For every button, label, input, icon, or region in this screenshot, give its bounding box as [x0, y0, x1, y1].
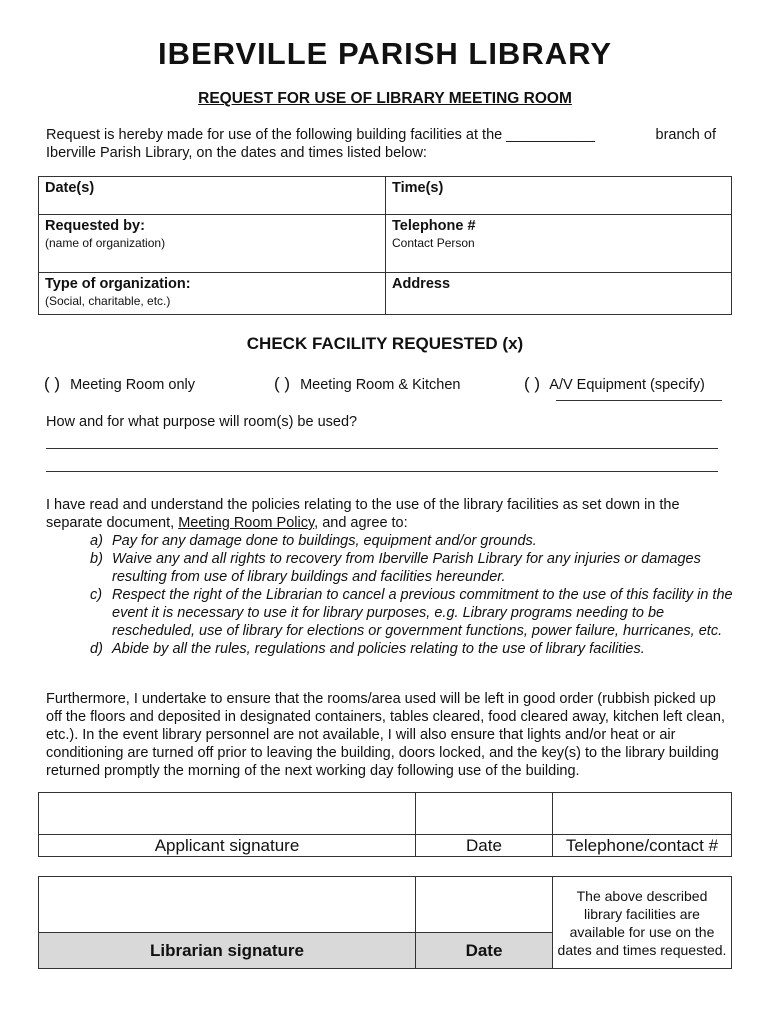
- option-av-equipment[interactable]: [524, 374, 705, 394]
- times-label: Time(s): [392, 180, 444, 196]
- av-specify-line[interactable]: [556, 400, 722, 401]
- list-item-text: Respect the right of the Librarian to cancel a previous commitment to the use of this facility in the event it is necessary to use it for library purposes, e.g. Library programs needing to be rescheduled, use of library for elections or government functions, power failure, hurricanes, etc.: [112, 587, 733, 639]
- intro-line1-start: Request is hereby made for use of the following building facilities at the ___________: [46, 127, 595, 143]
- list-item-text: Waive any and all rights to recovery from Iberville Parish Library for any injuries or damages resulting from use of library buildings and facilities hereunder.: [112, 551, 701, 585]
- request-info-table: [38, 176, 732, 315]
- librarian-signature-field[interactable]: [39, 877, 416, 933]
- policy-agreement: [46, 496, 736, 658]
- org-type-field[interactable]: [39, 273, 386, 315]
- requested-by-label: Requested by:: [45, 218, 145, 234]
- facility-heading: CHECK FACILITY REQUESTED (x): [246, 334, 524, 353]
- page-title: IBERVILLE PARISH LIBRARY: [157, 36, 613, 71]
- librarian-date-label: Date: [416, 933, 553, 969]
- list-item: [46, 532, 736, 550]
- option-av-equipment-label: A/V Equipment (specify): [549, 377, 705, 393]
- list-marker: b): [90, 551, 103, 567]
- policy-list: [46, 532, 736, 658]
- list-item: [46, 586, 736, 640]
- requested-by-field[interactable]: [39, 215, 386, 273]
- checkbox-meeting-room-kitchen[interactable]: ( ): [274, 374, 291, 393]
- policy-intro-line1: I have read and understand the policies relating to the use of the library facilities as set down in the: [46, 497, 680, 513]
- option-meeting-room[interactable]: [44, 374, 195, 394]
- times-field[interactable]: [386, 177, 732, 215]
- applicant-contact-field[interactable]: [553, 793, 732, 835]
- policy-intro-text: separate document,: [46, 515, 175, 531]
- applicant-date-label: Date: [416, 835, 553, 857]
- policy-intro-line2: [46, 514, 736, 532]
- dates-label: Date(s): [45, 180, 95, 196]
- librarian-signature-table: [38, 876, 732, 969]
- option-meeting-room-kitchen[interactable]: [274, 374, 460, 394]
- librarian-date-field[interactable]: [416, 877, 553, 933]
- form-subtitle: REQUEST FOR USE OF LIBRARY MEETING ROOM: [198, 90, 572, 107]
- address-label: Address: [392, 276, 451, 292]
- address-field[interactable]: [386, 273, 732, 315]
- list-marker: d): [90, 641, 103, 657]
- org-type-label: Type of organization:: [45, 276, 191, 292]
- applicant-contact-label: Telephone/contact #: [553, 835, 732, 857]
- list-item-text: Pay for any damage done to buildings, equipment and/or grounds.: [112, 533, 537, 549]
- telephone-field[interactable]: [386, 215, 732, 273]
- applicant-signature-label: Applicant signature: [39, 835, 416, 857]
- dates-field[interactable]: [39, 177, 386, 215]
- checkbox-meeting-room[interactable]: ( ): [44, 374, 61, 393]
- option-meeting-room-label: Meeting Room only: [70, 377, 195, 393]
- availability-note: The above described library facilities are available for use on the dates and times requested.: [553, 877, 732, 969]
- applicant-date-field[interactable]: [416, 793, 553, 835]
- applicant-signature-field[interactable]: [39, 793, 416, 835]
- option-meeting-room-kitchen-label: Meeting Room & Kitchen: [300, 377, 461, 393]
- list-marker: c): [90, 587, 103, 603]
- contact-person-hint: Contact Person: [392, 236, 475, 250]
- checkbox-av-equipment[interactable]: ( ): [524, 374, 541, 393]
- list-item-text: Abide by all the rules, regulations and policies relating to the use of library facilities.: [112, 641, 645, 657]
- intro-line2: Iberville Parish Library, on the dates and times listed below:: [46, 145, 427, 161]
- list-marker: a): [90, 533, 103, 549]
- intro-paragraph: [46, 126, 716, 162]
- telephone-label: Telephone #: [392, 218, 476, 234]
- purpose-answer-line-1[interactable]: [46, 448, 718, 449]
- librarian-signature-label: Librarian signature: [39, 933, 416, 969]
- applicant-signature-table: [38, 792, 732, 857]
- purpose-answer-line-2[interactable]: [46, 471, 718, 472]
- policy-intro-tail: , and agree to:: [314, 515, 408, 531]
- org-type-hint: (Social, charitable, etc.): [45, 294, 171, 308]
- list-item: [46, 550, 736, 586]
- furthermore-paragraph: Furthermore, I undertake to ensure that the rooms/area used will be left in good order (rubbish picked up off the floors and deposited in designated containers, tables cleared, food cleared away, kitchen left clean, etc.). In the event library personnel are not available, I will also ensure that lights and/or heat or air conditioning are turned off prior to leaving the building, doors locked, and the key(s) to the library building returned promptly the morning of the next working day following use of the building.: [46, 691, 725, 779]
- intro-line1-end: branch of: [655, 127, 716, 143]
- list-item: [46, 640, 736, 658]
- requested-by-hint: (name of organization): [45, 236, 166, 250]
- purpose-question: How and for what purpose will room(s) be used?: [46, 414, 358, 430]
- meeting-room-policy-link[interactable]: Meeting Room Policy: [178, 515, 315, 531]
